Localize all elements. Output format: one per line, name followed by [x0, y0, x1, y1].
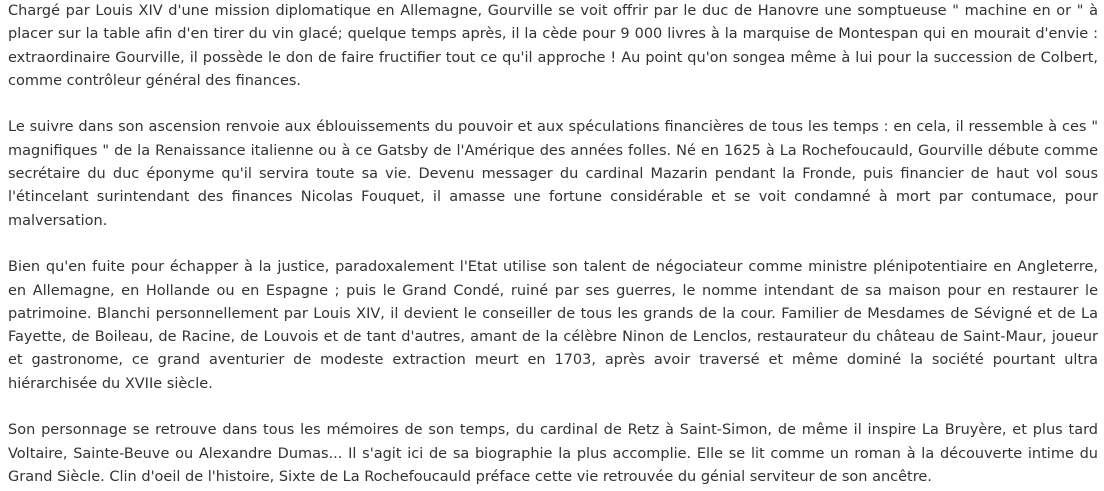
description-paragraph: Son personnage se retrouve dans tous les mémoires de son temps, du cardinal de Retz à Saint-Simon, de même il inspire La Bruyère, et plus tard Voltaire, Sainte-Beuve ou Alexandre Dumas... Il s'agit ici de sa biographie la plus accomplie. Elle se lit comme un roman à la découverte intime du Grand Siècle. Clin d'oeil de l'histoire, Sixte de La Rochefoucauld préface cette vie retrouvée du génial serviteur de son ancêtre. [8, 422, 1098, 485]
description-paragraph: Le suivre dans son ascension renvoie aux éblouissements du pouvoir et aux spéculations financières de tous les temps : en cela, il ressemble à ces " magnifiques " de la Renaissance italienne ou à ce Gatsby de l'Amérique des années folles. Né en 1625 à La Rochefoucauld, Gourville débute comme secrétaire du duc éponyme qu'il servira toute sa vie. Devenu messager du cardinal Mazarin pendant la Fronde, puis financier de haut vol sous l'étincelant surintendant des finances Nicolas Fouquet, il amasse une fortune considérable et se voit condamné à mort par contumace, pour malversation. [8, 119, 1098, 229]
description-paragraph: Chargé par Louis XIV d'une mission diplomatique en Allemagne, Gourville se voit offrir par le duc de Hanovre une somptueuse " machine en or " à placer sur la table afin d'en tirer du vin glacé; quelque temps après, il la cède pour 9 000 livres à la marquise de Montespan qui en mourait d'envie : extraordinaire Gourville, il possède le don de faire fructifier tout ce qu'il approche ! Au point qu'on songea même à lui pour la succession de Colbert, comme contrôleur général des finances. [8, 3, 1098, 89]
description-paragraph: Bien qu'en fuite pour échapper à la justice, paradoxalement l'Etat utilise son talent de négociateur comme ministre plénipotentiaire en Angleterre, en Allemagne, en Hollande ou en Espagne ; puis le Grand Condé, ruiné par ses guerres, le nomme intendant de sa maison pour en restaurer le patrimoine. Blanchi personnellement par Louis XIV, il devient le conseiller de tous les grands de la cour. Familier de Mesdames de Sévigné et de La Fayette, de Boileau, de Racine, de Louvois et de tant d'autres, amant de la célèbre Ninon de Lenclos, restaurateur du château de Saint-Maur, joueur et gastronome, ce grand aventurier de modeste extraction meurt en 1703, après avoir traversé et même dominé la société pourtant ultra hiérarchisée du XVIIe siècle. [8, 259, 1098, 392]
